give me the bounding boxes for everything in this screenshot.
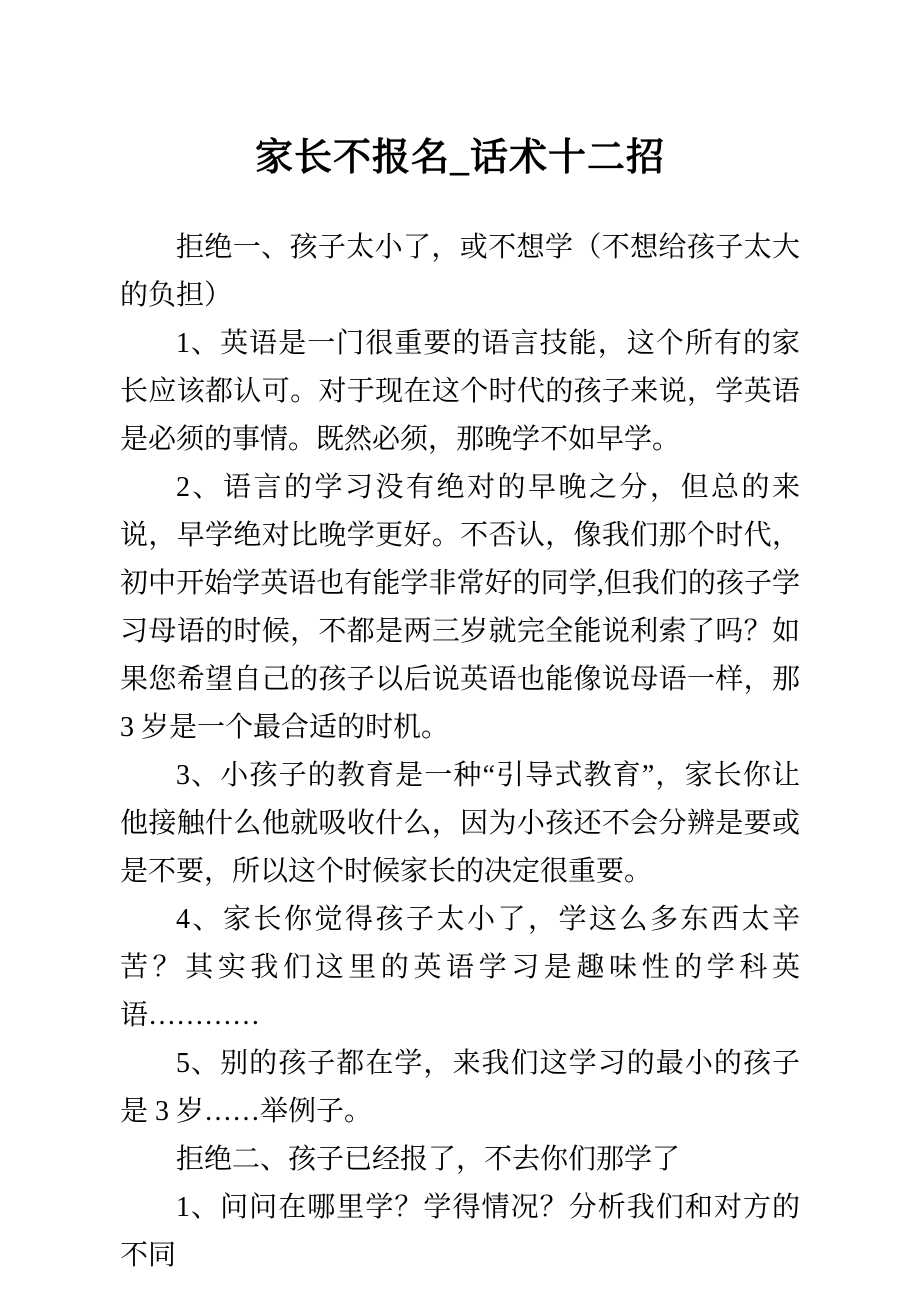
document-body [120, 224, 800, 1280]
paragraph-reject-1-heading: 拒绝一、孩子太小了，或不想学（不想给孩子太大的负担） [120, 232, 800, 311]
document-title: 家长不报名_话术十二招 [254, 137, 665, 179]
paragraph-reject-2-point-1: 1、问问在哪里学？学得情况？分析我们和对方的不同 [120, 1192, 800, 1271]
paragraph-point-4: 4、家长你觉得孩子太小了，学这么多东西太辛苦？其实我们这里的英语学习是趣味性的学科英语………… [120, 904, 800, 1031]
paragraph-point-1: 1、英语是一门很重要的语言技能，这个所有的家长应该都认可。对于现在这个时代的孩子来说，学英语是必须的事情。既然必须，那晚学不如早学。 [120, 328, 800, 455]
paragraph-point-3: 3、小孩子的教育是一种“引导式教育”，家长你让他接触什么他就吸收什么，因为小孩还不会分辨是要或是不要，所以这个时候家长的决定很重要。 [120, 760, 800, 887]
paragraph-point-2: 2、语言的学习没有绝对的早晚之分，但总的来说，早学绝对比晚学更好。不否认，像我们那个时代，初中开始学英语也有能学非常好的同学,但我们的孩子学习母语的时候，不都是两三岁就完全能说利索了吗？如果您希望自己的孩子以后说英语也能像说母语一样，那 3 岁是一个最合适的时机。 [120, 472, 800, 743]
paragraph-point-5: 5、别的孩子都在学，来我们这学习的最小的孩子是 3 岁……举例子。 [120, 1048, 800, 1127]
paragraph-reject-2-heading: 拒绝二、孩子已经报了，不去你们那学了 [176, 1144, 681, 1175]
